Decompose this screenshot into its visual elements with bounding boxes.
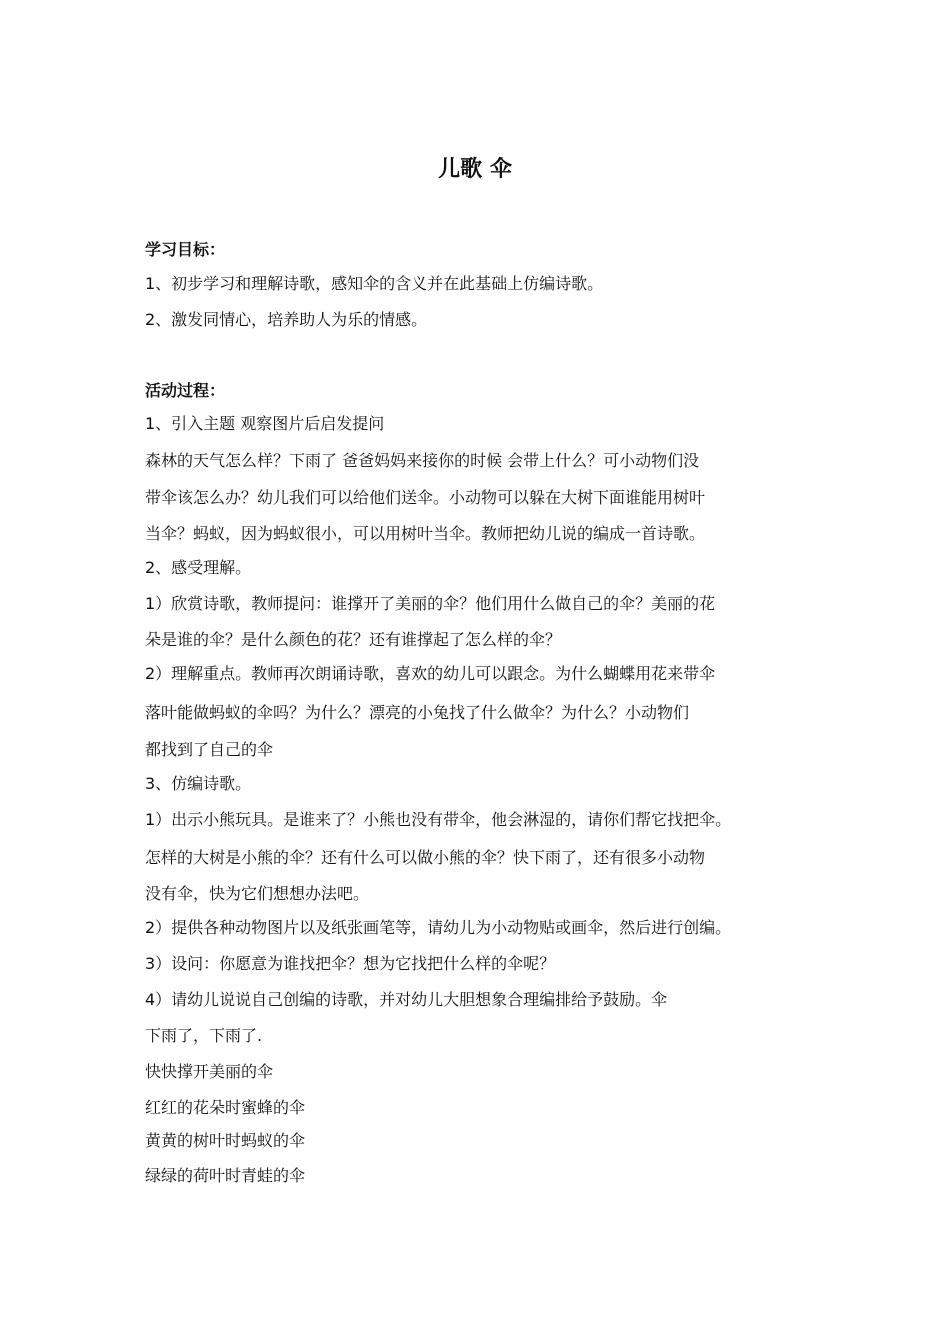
- process-line: 森林的天气怎么样？下雨了 爸爸妈妈来接你的时候 会带上什么？可小动物们没: [145, 451, 700, 470]
- process-line: 1）欣赏诗歌，教师提问：谁撑开了美丽的伞？他们用什么做自己的伞？美丽的花: [145, 594, 716, 613]
- document-title: 儿歌 伞: [438, 157, 512, 182]
- poem-line: 黄黄的树叶时蚂蚁的伞: [145, 1131, 306, 1150]
- process-line: 没有伞，快为它们想想办法吧。: [145, 884, 370, 903]
- process-heading: 活动过程：: [145, 381, 226, 400]
- process-line: 2）提供各种动物图片以及纸张画笔等，请幼儿为小动物贴或画伞，然后进行创编。: [145, 918, 732, 937]
- process-line: 都找到了自己的伞: [145, 740, 274, 759]
- process-line: 朵是谁的伞？是什么颜色的花？还有谁撑起了怎么样的伞？: [145, 630, 562, 649]
- poem-line: 红红的花朵时蜜蜂的伞: [145, 1098, 306, 1117]
- process-line: 2）理解重点。教师再次朗诵诗歌，喜欢的幼儿可以跟念。为什么蝴蝶用花来带伞: [145, 664, 716, 683]
- process-line: 当伞？蚂蚁，因为蚂蚁很小，可以用树叶当伞。教师把幼儿说的编成一首诗歌。: [145, 524, 706, 543]
- process-line: 落叶能做蚂蚁的伞吗？为什么？漂亮的小兔找了什么做伞？为什么？小动物们: [145, 703, 690, 722]
- process-line: 3）设问：你愿意为谁找把伞？想为它找把什么样的伞呢？: [145, 954, 556, 973]
- goal-item: 2、激发同情心，培养助人为乐的情感。: [145, 310, 428, 329]
- process-line: 怎样的大树是小熊的伞？还有什么可以做小熊的伞？快下雨了，还有很多小动物: [145, 848, 706, 867]
- process-line: 4）请幼儿说说自己创编的诗歌，并对幼儿大胆想象合理编排给予鼓励。伞: [145, 990, 668, 1009]
- poem-line: 绿绿的荷叶时青蛙的伞: [145, 1166, 306, 1185]
- process-line: 1、引入主题 观察图片后启发提问: [145, 414, 385, 433]
- goal-item: 1、初步学习和理解诗歌，感知伞的含义并在此基础上仿编诗歌。: [145, 274, 604, 293]
- poem-line: 快快撑开美丽的伞: [145, 1062, 274, 1081]
- poem-line: 下雨了，下雨了.: [145, 1026, 263, 1045]
- goals-heading: 学习目标：: [145, 240, 226, 259]
- process-line: 2、感受理解。: [145, 558, 252, 577]
- process-line: 1）出示小熊玩具。是谁来了？小熊也没有带伞，他会淋湿的，请你们帮它找把伞。: [145, 810, 732, 829]
- process-line: 带伞该怎么办？幼儿我们可以给他们送伞。小动物可以躲在大树下面谁能用树叶: [145, 488, 706, 507]
- process-line: 3、仿编诗歌。: [145, 774, 252, 793]
